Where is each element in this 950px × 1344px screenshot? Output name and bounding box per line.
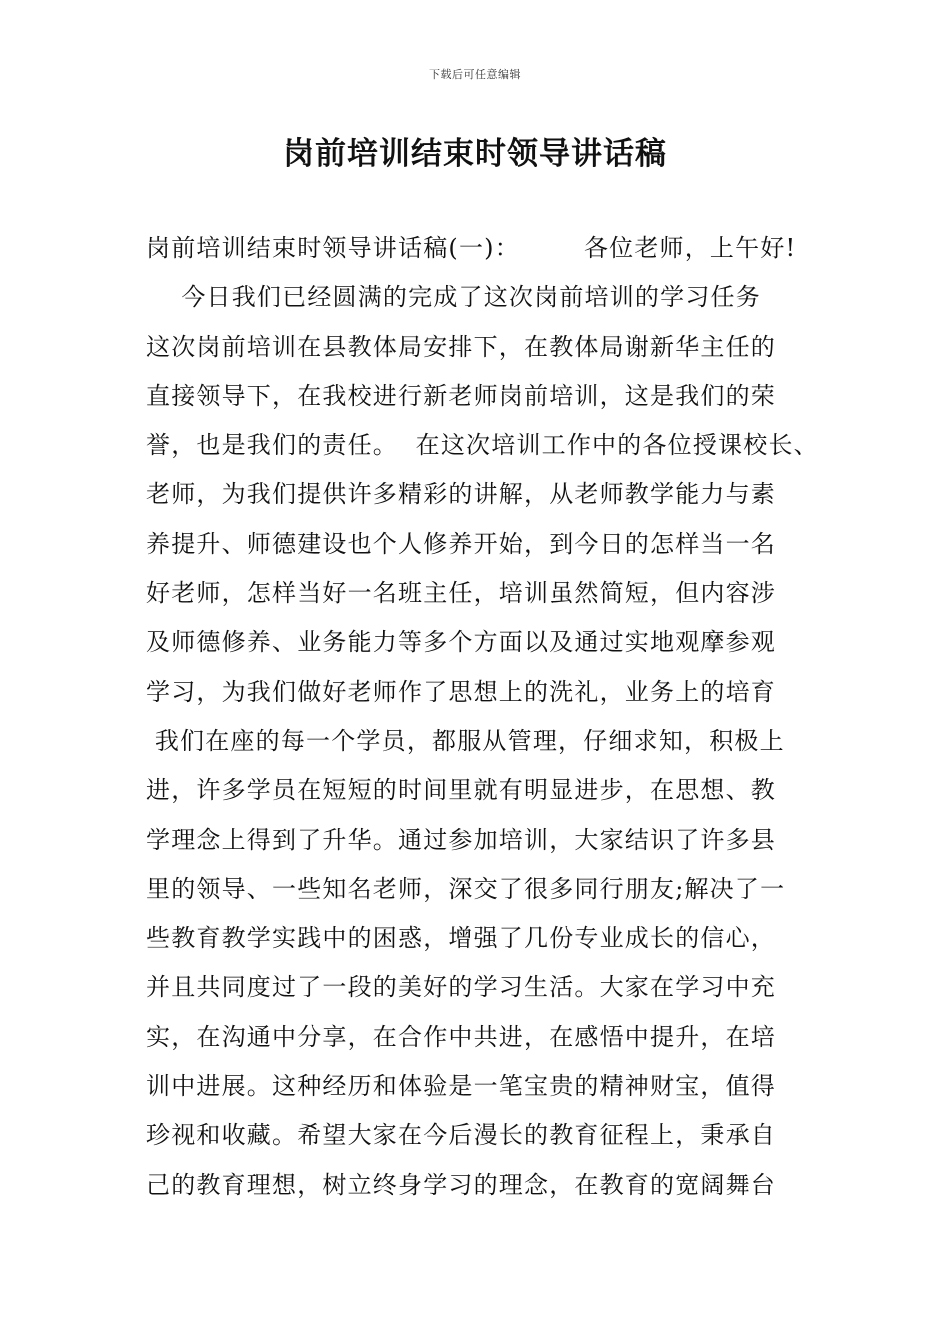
text-line: 学习，为我们做好老师作了思想上的洗礼，业务上的培育 bbox=[146, 677, 776, 706]
text-line: 并且共同度过了一段的美好的学习生活。大家在学习中充 bbox=[146, 973, 776, 1002]
text-line: 好老师，怎样当好一名班主任，培训虽然简短，但内容涉 bbox=[146, 579, 776, 608]
text-line: 养提升、师德建设也个人修养开始，到今日的怎样当一名 bbox=[146, 529, 776, 558]
text-line: 些教育教学实践中的困惑，增强了几份专业成长的信心， bbox=[146, 924, 776, 953]
text-line: 这次岗前培训在县教体局安排下，在教体局谢新华主任的 bbox=[146, 332, 776, 361]
text-line: 实，在沟通中分享，在合作中共进，在感悟中提升，在培 bbox=[146, 1022, 776, 1051]
header-note: 下载后可任意编辑 bbox=[429, 68, 521, 81]
intro-line bbox=[146, 224, 836, 273]
text-line: 老师，为我们提供许多精彩的讲解，从老师教学能力与素 bbox=[146, 480, 776, 509]
text-line: 己的教育理想，树立终身学习的理念，在教育的宽阔舞台 bbox=[146, 1170, 776, 1199]
text-line: 进，许多学员在短短的时间里就有明显进步，在思想、教 bbox=[146, 776, 776, 805]
text-line: 誉，也是我们的责任。 在这次培训工作中的各位授课校长、 bbox=[146, 431, 819, 460]
intro-label: 岗前培训结束时领导讲话稿(一)： bbox=[146, 234, 520, 262]
text-line: 我们在座的每一个学员，都服从管理，仔细求知，积极上 bbox=[146, 726, 785, 755]
text-line: 训中进展。这种经历和体验是一笔宝贵的精神财宝，值得 bbox=[146, 1072, 776, 1101]
text-line: 珍视和收藏。希望大家在今后漫长的教育征程上，秉承自 bbox=[146, 1121, 776, 1150]
text-line: 今日我们已经圆满的完成了这次岗前培训的学习任务 bbox=[146, 283, 761, 312]
greeting: 各位老师，上午好! bbox=[583, 234, 797, 262]
text-line: 里的领导、一些知名老师，深交了很多同行朋友;解决了一 bbox=[146, 874, 786, 903]
document-body bbox=[146, 224, 836, 1210]
text-line: 及师德修养、业务能力等多个方面以及通过实地观摩参观 bbox=[146, 628, 776, 657]
text-line: 直接领导下，在我校进行新老师岗前培训，这是我们的荣 bbox=[146, 381, 776, 410]
document-title: 岗前培训结束时领导讲话稿 bbox=[283, 136, 667, 172]
text-line: 学理念上得到了升华。通过参加培训，大家结识了许多县 bbox=[146, 825, 776, 854]
